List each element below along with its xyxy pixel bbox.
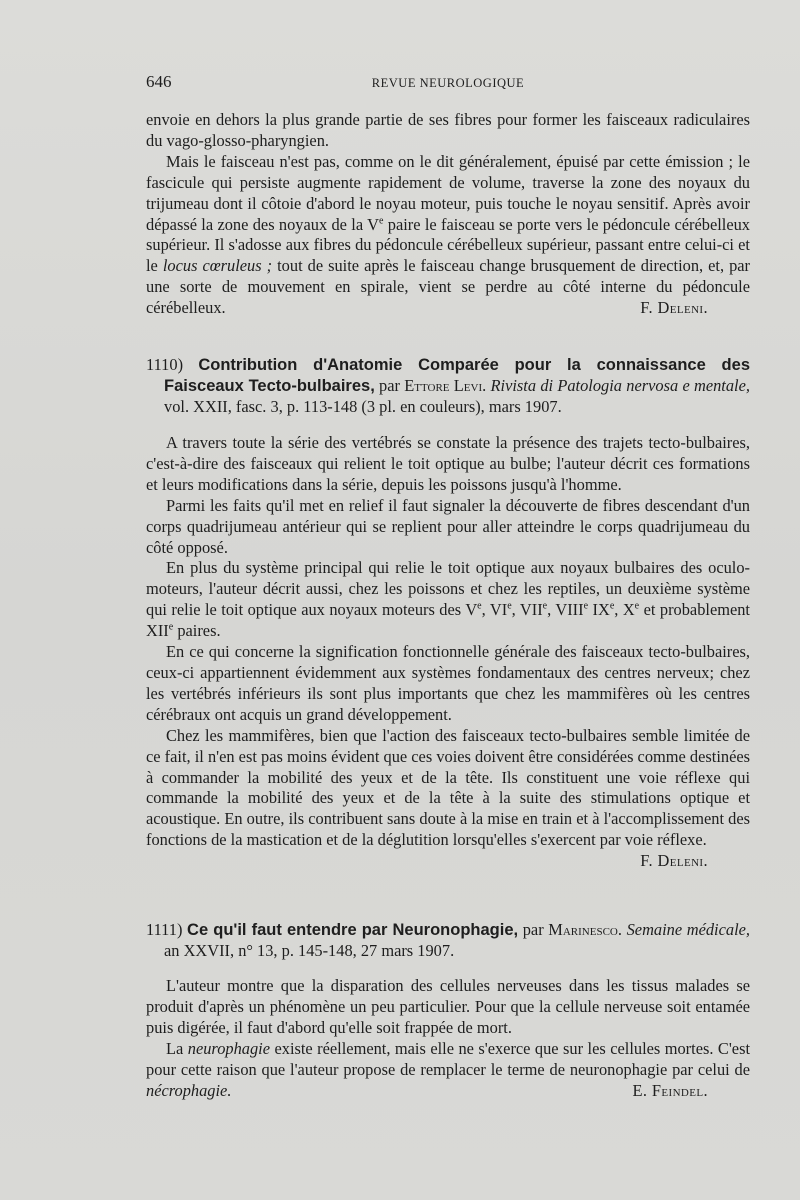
p3-sup-1: e	[477, 600, 482, 612]
p3-text-c: , VII	[511, 600, 543, 620]
p2-italic-1: neurophagie	[187, 1038, 271, 1058]
entry-1110-details: vol. XXII, fasc. 3, p. 113-148 (3 pl. en couleurs), mars 1907.	[164, 396, 562, 416]
entry-1110	[146, 355, 750, 418]
p3-sup-7: e	[168, 621, 174, 633]
intro-signature: F. Deleni.	[640, 298, 708, 318]
p3-sup-5: e	[609, 600, 615, 612]
intro-text-b: paire le faisceau se porte vers le pédoncule cérébelleux supérieur. Il s'adosse aux fibres du pédoncule cérébelleux supérieur, passant entre celui-ci et le	[146, 214, 751, 276]
p3-text-d: , VIII	[547, 600, 584, 620]
entry-1110-signature: F. Deleni.	[640, 851, 708, 871]
intro-text-a: Mais le faisceau n'est pas, comme on le dit généralement, épuisé par cette émission ; le fascicule qui persiste augmente rapidement de volume, traverse la zone des noyaux du trijumeau dont il côtoie d'abord le noyau moteur, puis touche le noyau sensitif. Après avoir dépassé la zone des noyaux de la V	[146, 151, 750, 234]
entry-1111	[146, 920, 750, 962]
p3-sup-6: e	[634, 600, 640, 612]
entry-1110-heading	[146, 355, 750, 418]
entry-1111-number: 1111)	[146, 920, 183, 939]
p3-sup-4: e	[583, 600, 589, 612]
entry-1111-details: an XXVII, n° 13, p. 145-148, 27 mars 1907.	[164, 940, 455, 960]
entry-1111-body	[146, 976, 750, 1101]
p3-text-a: En plus du système principal qui relie le toit optique aux noyaux bulbaires des oculo-moteurs, l'auteur décrit aussi, chez les poissons et chez les reptiles, un deuxième système qui relie le toit optique aux noyaux moteurs des V	[146, 558, 750, 620]
p3-sup-3: e	[542, 600, 548, 612]
p3-text-b: , VI	[481, 600, 508, 620]
intro-paragraph-1: envoie en dehors la plus grande partie de ses fibres pour former les faisceaux radiculaires du vago-glosso-pharyngien.	[146, 110, 750, 150]
entry-1110-paragraph-5: Chez les mammifères, bien que l'action des faisceaux tecto-bulbaires semble limitée de ce fait, il n'en est pas moins évident que ces voies doivent être considérées comme destinées à commander la mobilité des yeux et de la tête. Ils constituent une voie réflexe qui commande la mobilité des yeux et de la tête à la suite des stimulations optique et acoustique. En outre, ils contribuent sans doute à la mise en train et à l'accomplissement des fonctions de la mastication et de la déglutition lorsqu'elles s'exercent par voie réflexe.	[146, 725, 750, 850]
entry-1111-by: par	[518, 920, 549, 939]
entry-1110-paragraph-3	[146, 558, 750, 642]
p3-text-e: IX	[588, 600, 610, 620]
entry-1111-signature: E. Feindel.	[632, 1080, 708, 1100]
entry-1110-paragraph-1: A travers toute la série des vertébrés se constate la présence des trajets tecto-bulbaires, c'est-à-dire des faisceaux qui relient le toit optique au bulbe; l'auteur décrit ces formations et leurs modifications dans la série, depuis les poissons jusqu'à l'homme.	[146, 433, 750, 494]
entry-1111-paragraph-2	[146, 1039, 750, 1102]
entry-1110-number: 1110)	[146, 355, 184, 374]
entry-1111-title: Ce qu'il faut entendre par Neuronophagie,	[187, 921, 519, 939]
p3-text-h: paires.	[173, 621, 221, 641]
p2-text-a: La	[166, 1038, 188, 1058]
p3-sup-2: e	[507, 600, 512, 612]
entry-1110-by: par	[374, 375, 405, 395]
entry-1110-journal: Rivista di Patologia nervosa e mentale,	[490, 375, 750, 395]
entry-1110-paragraph-2: Parmi les faits qu'il met en relief il faut signaler la découverte de fibres descendant d'un corps quadrijumeau antérieur qui se replient pour aller atteindre le corps quadrijumeau du côté opposé.	[146, 495, 750, 557]
entry-1110-paragraph-4: En ce qui concerne la signification fonctionnelle générale des faisceaux tecto-bulbaires, ceux-ci appartiennent évidemment aux systèmes fondamentaux des centres nerveux; chez les vertébrés inférieurs ils sont plus importants que chez les mammifères où les centres cérébraux ont acquis un grand développement.	[146, 642, 750, 724]
p3-text-g: et probablement XII	[146, 600, 750, 641]
intro-sup: e	[378, 215, 384, 227]
entry-1111-journal: Semaine médicale,	[626, 920, 750, 939]
entry-1111-heading	[146, 920, 750, 962]
intro-section	[146, 110, 750, 319]
entry-1111-paragraph-1: L'auteur montre que la disparation des cellules nerveuses dans les tissus malades se produit d'après un phénomène un peu particulier. Pour que la cellule nerveuse soit entamée puis digérée, il faut d'abord qu'elle soit frappée de mort.	[146, 976, 750, 1037]
p3-text-f: , X	[614, 600, 635, 620]
entry-1110-body	[146, 433, 750, 872]
p2-italic-2: nécrophagie.	[146, 1080, 232, 1100]
entry-1110-title: Contribution d'Anatomie Comparée pour la connaissance des Faisceaux Tecto-bulbaires,	[164, 356, 750, 395]
intro-paragraph-2	[146, 152, 750, 319]
page-number: 646	[146, 72, 172, 91]
p2-text-b: existe réellement, mais elle ne s'exerce que sur les cellules mortes. C'est pour cette raison que l'auteur propose de remplacer le terme de neuronophagie par celui de	[146, 1038, 751, 1079]
intro-text-c: tout de suite après le faisceau change brusquement de direction, et, par une sorte de mouvement en spirale, vient se perdre au côté interne du pédoncule cérébelleux.	[146, 256, 750, 318]
intro-italic: locus cœruleus ;	[162, 256, 273, 276]
running-title: REVUE NEUROLOGIQUE	[371, 76, 525, 90]
entry-1111-author: Marinesco.	[548, 920, 622, 939]
entry-1110-author: Ettore Levi.	[404, 375, 487, 395]
